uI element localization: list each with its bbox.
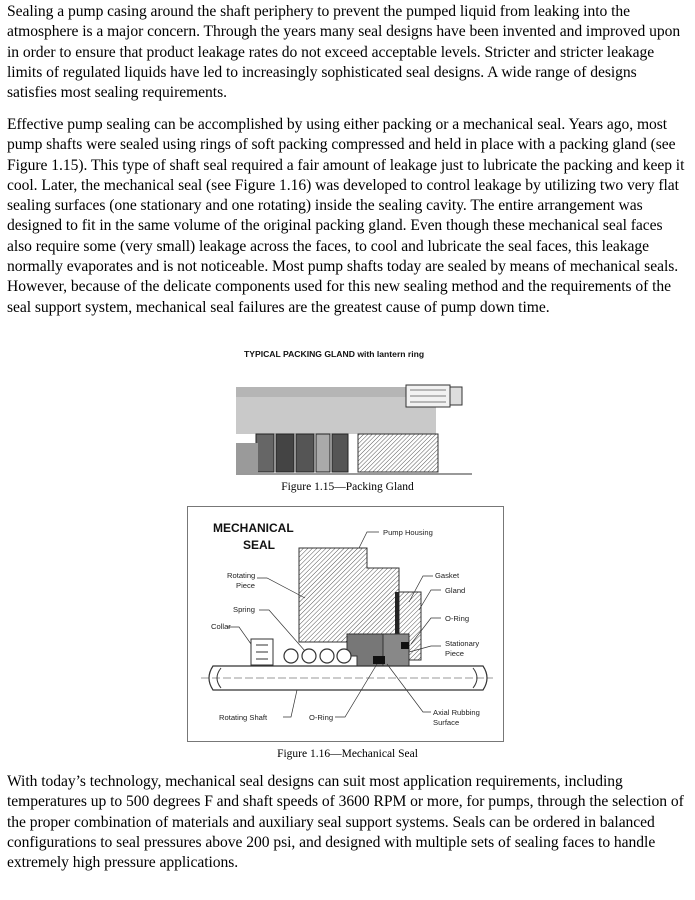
label-o-ring-bottom: O-Ring: [309, 713, 334, 722]
label-collar: Collar: [211, 622, 231, 631]
packing-ring: [296, 434, 314, 472]
gland-follower: [358, 434, 438, 472]
modern-seal-paragraph: With today’s technology, mechanical seal designs can suit most application requirements, including temperatures up to 500 degrees F and shaft speeds of 3600 RPM or more, for pumps, through the selection of the proper combination of materials and auxiliary seal support systems. Seals can be ordered in balanced configurations to seal pressures above 200 psi, and designed with multiple sets of sealing faces to handle extremely high pressure applications.: [7, 773, 684, 872]
label-stationary-piece-2: Piece: [445, 649, 464, 658]
spring-coil: [302, 649, 316, 663]
packing-gland-figure: [236, 341, 472, 476]
label-gasket: Gasket: [435, 571, 460, 580]
sealing-methods-paragraph: Effective pump sealing can be accomplished by using either packing or a mechanical seal. Years ago, most pump shafts were sealed using rings of soft packing compressed and held in place with a packing gland (see Figure 1.15). This type of shaft seal required a fair amount of leakage just to lubricate the packing and keep it cool. Later, the mechanical seal (see Figure 1.16) was developed to control leakage by utilizing two very flat sealing surfaces (one stationary and one rotating) inside the sealing cavity. The entire arrangement was designed to fit in the same volume of the original packing gland. Even though these mechanical seal faces also require some (very small) leakage across the faces, to cool and lubricate the seal faces, this leakage normally evaporates and is not noticeable. Most pump shafts today are sealed by means of mechanical seals. However, because of the delicate components used for this new sealing method and the requirements of the seal support system, mechanical seal failures are the greatest cause of pump down time.: [7, 116, 685, 316]
label-rotating-piece-2: Piece: [236, 581, 255, 590]
stationary-piece: [383, 634, 409, 666]
mechanical-seal-title-line1: MECHANICAL: [213, 521, 294, 535]
bolt-nut: [450, 387, 462, 405]
intro-paragraph: Sealing a pump casing around the shaft periphery to prevent the pumped liquid from leaking into the atmosphere is a major concern. Through the years many seal designs have been invented and improved upon in order to ensure that product leakage rates do not exceed acceptable levels. Stricter and stricter leakage limits of regulated liquids have led to increasingly sophisticated seal designs. A wide range of designs satisfies most sealing requirements.: [7, 3, 681, 102]
packing-ring: [276, 434, 294, 472]
label-rotating-shaft: Rotating Shaft: [219, 713, 268, 722]
label-axial-rubbing-1: Axial Rubbing: [433, 708, 480, 717]
spring-coil: [337, 649, 351, 663]
label-spring: Spring: [233, 605, 255, 614]
stationary-o-ring: [401, 642, 409, 649]
rotating-o-ring: [373, 656, 385, 664]
label-rotating-piece-1: Rotating: [227, 571, 256, 580]
packing-ring: [256, 434, 274, 472]
figure-1-16-caption: Figure 1.16—Mechanical Seal: [277, 748, 418, 760]
label-gland: Gland: [445, 586, 466, 595]
spring-coil: [320, 649, 334, 663]
packing-ring: [332, 434, 348, 472]
spring-coil: [284, 649, 298, 663]
mechanical-seal-title-line2: SEAL: [243, 538, 276, 552]
mechanical-seal-figure: [187, 506, 504, 742]
gland-shaft: [236, 443, 258, 473]
figure-1-15-caption: Figure 1.15—Packing Gland: [281, 481, 414, 493]
packing-gland-title: TYPICAL PACKING GLAND with lantern ring: [244, 349, 425, 359]
lantern-ring: [316, 434, 330, 472]
label-o-ring-right: O-Ring: [445, 614, 470, 623]
label-pump-housing: Pump Housing: [383, 528, 433, 537]
label-stationary-piece-1: Stationary: [445, 639, 480, 648]
label-axial-rubbing-2: Surface: [433, 718, 460, 727]
